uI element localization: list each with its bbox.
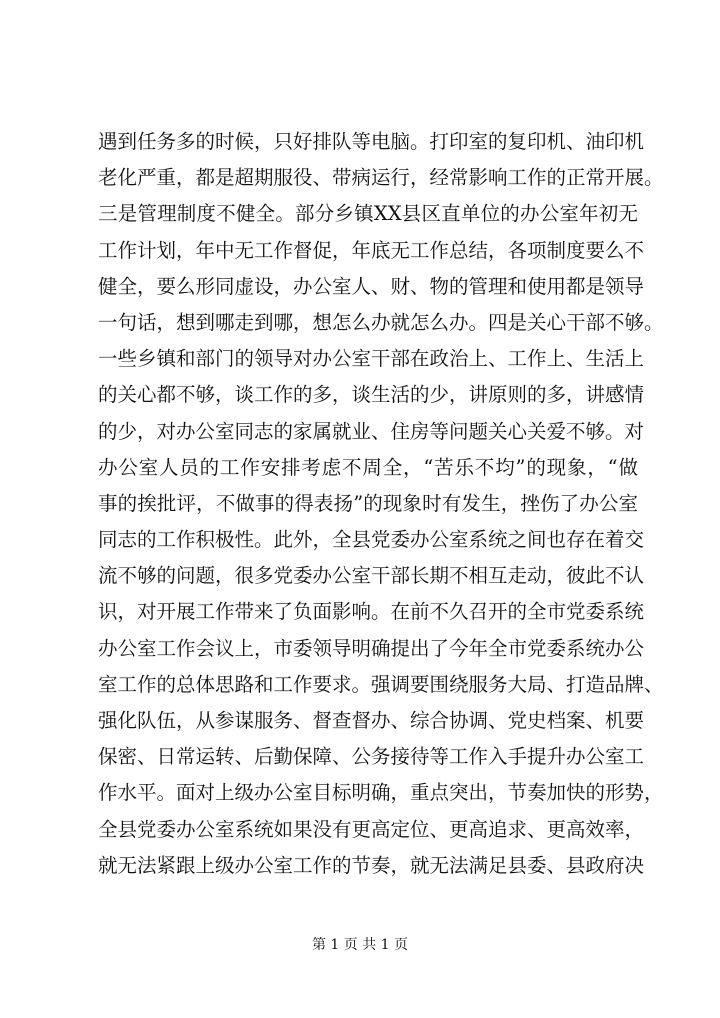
text-line: 室工作的总体思路和工作要求。强调要围绕服务大局、打造品牌、 <box>98 672 664 696</box>
text-line: 识，对开展工作带来了负面影响。在前不久召开的全市党委系统 <box>98 600 645 624</box>
text-line: 一句话，想到哪走到哪，想怎么办就怎么办。四是关心干部不够。 <box>98 310 664 334</box>
text-line: 事的挨批评，不做事的得表扬”的现象时有发生，挫伤了办公室 <box>98 491 638 515</box>
text-line: 办公室人员的工作安排考虑不周全，“苦乐不均”的现象，“做 <box>98 455 638 479</box>
text-line: 健全，要么形同虚设，办公室人、财、物的管理和使用都是领导 <box>98 274 645 298</box>
text-line: 办公室工作会议上，市委领导明确提出了今年全市党委系统办公 <box>98 636 645 660</box>
page-footer <box>0 935 720 955</box>
text-line: 作水平。面对上级办公室目标明确，重点突出，节奏加快的形势， <box>98 781 664 805</box>
text-line: 全县党委办公室系统如果没有更高定位、更高追求、更高效率， <box>98 817 645 841</box>
text-line: 一些乡镇和部门的领导对办公室干部在政治上、工作上、生活上 <box>98 347 645 371</box>
text-line: 的关心都不够，谈工作的多，谈生活的少，讲原则的多，讲感情 <box>98 383 645 407</box>
text-line: 保密、日常运转、后勤保障、公务接待等工作入手提升办公室工 <box>98 745 645 769</box>
text-line: 三是管理制度不健全。部分乡镇XX县区直单位的办公室年初无 <box>98 202 638 226</box>
text-line: 同志的工作积极性。此外，全县党委办公室系统之间也存在着交 <box>98 528 645 552</box>
text-line: 就无法紧跟上级办公室工作的节奏，就无法满足县委、县政府决 <box>98 853 645 877</box>
body-paragraph <box>98 124 664 884</box>
page-number-label: 第 1 页 共 1 页 <box>311 937 409 953</box>
text-line: 老化严重，都是超期服役、带病运行，经常影响工作的正常开展。 <box>98 166 664 190</box>
text-line: 的少，对办公室同志的家属就业、住房等问题关心关爱不够。对 <box>98 419 645 443</box>
text-line: 强化队伍，从参谋服务、督查督办、综合协调、党史档案、机要 <box>98 709 645 732</box>
text-line: 遇到任务多的时候，只好排队等电脑。打印室的复印机、油印机 <box>98 130 645 153</box>
text-line: 工作计划，年中无工作督促，年底无工作总结，各项制度要么不 <box>98 238 645 262</box>
text-line: 流不够的问题，很多党委办公室干部长期不相互走动，彼此不认 <box>98 564 645 588</box>
